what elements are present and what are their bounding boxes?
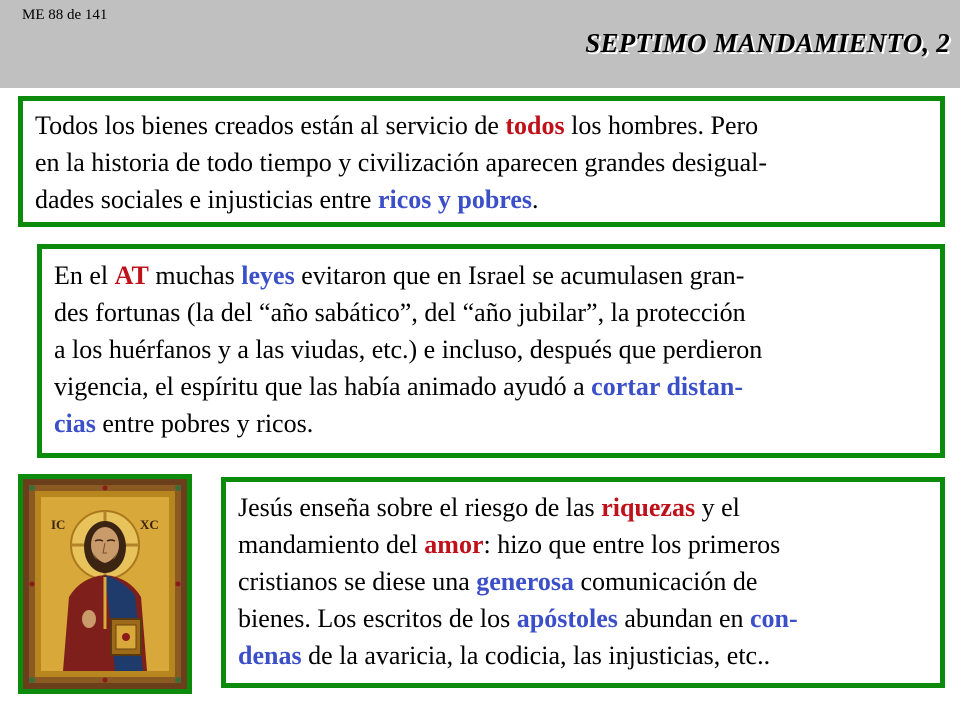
text-segment: des fortunas (la del “año sabático”, del “año jubilar”, la protección: [54, 298, 746, 327]
text-box-jesus: [221, 477, 945, 688]
text-line: [35, 107, 934, 144]
text-segment: abundan en: [617, 604, 750, 633]
icon-label-right: XC: [140, 517, 159, 532]
text-segment: en la historia de todo tiempo y civilización aparecen grandes desigual-: [35, 148, 768, 177]
text-segment: muchas: [148, 261, 242, 290]
text-line: [35, 181, 934, 218]
christ-pantocrator-icon: [23, 479, 187, 689]
text-segment: a los huérfanos y a las viudas, etc.) e incluso, después que perdieron: [54, 335, 763, 364]
text-line: [238, 637, 934, 674]
page-title: SEPTIMO MANDAMIENTO, 2: [585, 28, 950, 58]
text-segment: Jesús enseña sobre el riesgo de las: [238, 493, 602, 522]
text-segment: En el: [54, 261, 115, 290]
christ-icon-image: [18, 474, 192, 694]
emphasis-blue: denas: [238, 641, 302, 670]
emphasis-red: AT: [114, 261, 149, 290]
emphasis-blue: leyes: [241, 261, 295, 290]
emphasis-red: todos: [505, 111, 565, 140]
text-segment: vigencia, el espíritu que las había animado ayudó a: [54, 372, 592, 401]
text-segment: comunicación de: [574, 567, 758, 596]
text-segment: : hizo que entre los primeros: [483, 530, 781, 559]
emphasis-blue: generosa: [476, 567, 574, 596]
emphasis-blue: cortar distan-: [591, 372, 744, 401]
text-line: [54, 257, 934, 294]
header-bar: [0, 0, 960, 88]
text-segment: mandamiento del: [238, 530, 425, 559]
text-line: [54, 368, 934, 405]
text-segment: de la avaricia, la codicia, las injusticias, etc..: [301, 641, 771, 670]
emphasis-red: amor: [424, 530, 484, 559]
text-line: [238, 563, 934, 600]
text-segment: Todos los bienes creados están al servicio de: [35, 111, 506, 140]
text-segment: bienes. Los escritos de los: [238, 604, 517, 633]
page-counter: ME 88 de 141: [22, 7, 108, 23]
text-segment: entre pobres y ricos.: [95, 409, 314, 438]
text-line: [54, 405, 934, 442]
emphasis-blue: apóstoles: [516, 604, 618, 633]
text-line: [238, 489, 934, 526]
icon-label-left: IC: [51, 517, 66, 532]
text-line: [238, 600, 934, 637]
text-line: [54, 294, 934, 331]
text-box-antiguo-testamento: [37, 244, 945, 458]
text-line: [35, 144, 934, 181]
text-segment: dades sociales e injusticias entre: [35, 185, 378, 214]
text-segment: los hombres. Pero: [564, 111, 759, 140]
text-segment: y el: [695, 493, 740, 522]
emphasis-red: riquezas: [601, 493, 696, 522]
emphasis-blue: ricos y pobres: [377, 185, 533, 214]
text-segment: evitaron que en Israel se acumulasen gran-: [294, 261, 745, 290]
emphasis-blue: cias: [54, 409, 96, 438]
text-line: [238, 526, 934, 563]
text-segment: cristianos se diese una: [238, 567, 477, 596]
text-segment: .: [532, 185, 539, 214]
emphasis-blue: con-: [749, 604, 798, 633]
text-box-bienes: [18, 96, 945, 227]
text-line: [54, 331, 934, 368]
